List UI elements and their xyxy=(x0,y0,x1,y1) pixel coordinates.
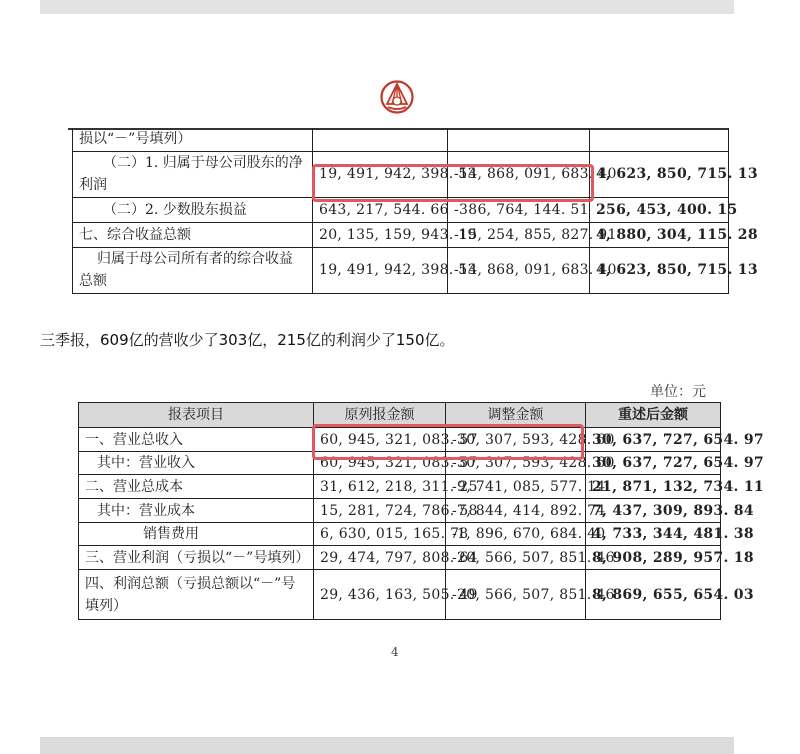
adj-amount: -7, 844, 414, 892. 74 xyxy=(446,499,586,523)
table-row xyxy=(73,222,729,247)
restated-amount: 21, 871, 132, 734. 11 xyxy=(586,475,721,499)
header-restated: 重述后金额 xyxy=(586,403,721,428)
row-label: 损以“－”号填列） xyxy=(73,128,313,151)
table-row xyxy=(73,128,729,151)
restated-amount: 4, 880, 304, 115. 28 xyxy=(590,222,729,247)
row-label: （二）1. 归属于母公司股东的净利润 xyxy=(73,151,313,197)
highlight-box-profit xyxy=(312,164,594,202)
orig-amount: 60, 945, 321, 083. 57 xyxy=(314,452,446,475)
row-label: 二、营业总成本 xyxy=(79,475,314,499)
table-row xyxy=(79,499,721,523)
adj-amount: -14, 868, 091, 683. 40 xyxy=(448,247,590,293)
restated-amount: 4, 623, 850, 715. 13 xyxy=(590,247,729,293)
header-item: 报表项目 xyxy=(79,403,314,428)
orig-amount: 15, 281, 724, 786. 58 xyxy=(314,499,446,523)
orig-amount: 31, 612, 218, 311. 25 xyxy=(314,475,446,499)
bottom-page-edge xyxy=(40,737,734,754)
adj-amount: -30, 307, 593, 428. 60 xyxy=(446,428,586,452)
table-row xyxy=(79,523,721,546)
adj-amount: -1, 896, 670, 684. 40 xyxy=(446,523,586,546)
header-orig: 原列报金额 xyxy=(314,403,446,428)
row-label: 其中：营业收入 xyxy=(79,452,314,475)
table-row xyxy=(73,247,729,293)
row-label: 一、营业总收入 xyxy=(79,428,314,452)
row-label: （二）2. 少数股东损益 xyxy=(73,197,313,222)
row-label: 其中：营业成本 xyxy=(79,499,314,523)
orig-amount: 19, 491, 942, 398. 53 xyxy=(313,151,448,197)
adj-amount xyxy=(448,128,590,151)
adj-amount: -9, 741, 085, 577. 14 xyxy=(446,475,586,499)
table-row xyxy=(79,546,721,570)
orig-amount: 29, 474, 797, 808. 64 xyxy=(314,546,446,570)
restated-amount: 4, 623, 850, 715. 13 xyxy=(590,151,729,197)
row-label: 三、营业利润（亏损以“－”号填列） xyxy=(79,546,314,570)
row-label: 七、综合收益总额 xyxy=(73,222,313,247)
page-number: 4 xyxy=(391,645,399,659)
header-adj: 调整金额 xyxy=(446,403,586,428)
highlight-box-revenue xyxy=(312,424,584,460)
restated-amount: 8, 908, 289, 957. 18 xyxy=(586,546,721,570)
comment-text: 三季报，609亿的营收少了303亿，215亿的利润少了150亿。 xyxy=(40,331,455,349)
orig-amount: 29, 436, 163, 505. 49 xyxy=(314,570,446,620)
restated-amount xyxy=(590,128,729,151)
unit-label: 单位：元 xyxy=(650,384,706,400)
table-row xyxy=(79,570,721,620)
table-row xyxy=(79,475,721,499)
restated-amount: 30, 637, 727, 654. 97 xyxy=(586,452,721,475)
adj-amount: -20, 566, 507, 851. 46 xyxy=(446,546,586,570)
restatement-table-top xyxy=(72,128,758,294)
row-label: 四、利润总额（亏损总额以“－”号填列） xyxy=(79,570,314,620)
orig-amount: 20, 135, 159, 943. 19 xyxy=(313,222,448,247)
orig-amount: 19, 491, 942, 398. 53 xyxy=(313,247,448,293)
restated-amount: 256, 453, 400. 15 xyxy=(590,197,729,222)
orig-amount: 60, 945, 321, 083. 57 xyxy=(314,428,446,452)
adj-amount: -15, 254, 855, 827. 91 xyxy=(448,222,590,247)
document-page-top xyxy=(68,14,758,297)
restated-amount: 8, 869, 655, 654. 03 xyxy=(586,570,721,620)
orig-amount: 6, 630, 015, 165. 78 xyxy=(314,523,446,546)
adj-amount: -20, 566, 507, 851. 46 xyxy=(446,570,586,620)
adj-amount: -386, 764, 144. 51 xyxy=(448,197,590,222)
adj-amount: -30, 307, 593, 428. 60 xyxy=(446,452,586,475)
restated-amount: 4, 733, 344, 481. 38 xyxy=(586,523,721,546)
company-logo-icon xyxy=(380,80,414,114)
adj-amount: -14, 868, 091, 683. 40 xyxy=(448,151,590,197)
orig-amount xyxy=(313,128,448,151)
orig-amount: 643, 217, 544. 66 xyxy=(313,197,448,222)
top-page-edge xyxy=(40,0,734,14)
restated-amount: 7, 437, 309, 893. 84 xyxy=(586,499,721,523)
row-label: 销售费用 xyxy=(79,523,314,546)
row-label: 归属于母公司所有者的综合收益总额 xyxy=(73,247,313,293)
restated-amount: 30, 637, 727, 654. 97 xyxy=(586,428,721,452)
